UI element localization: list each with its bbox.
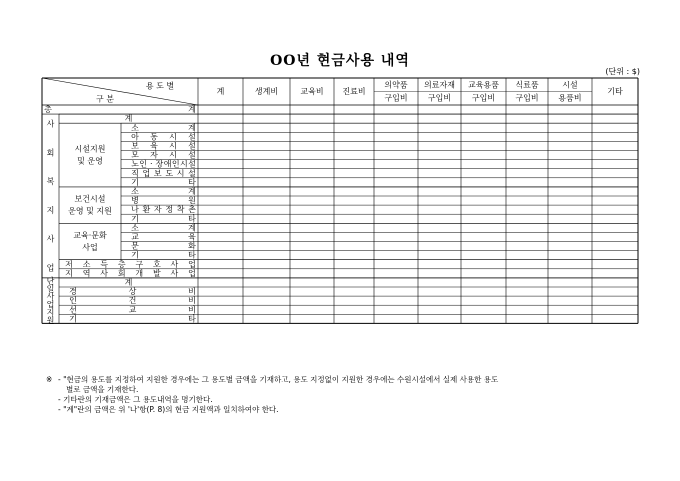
single-support-row: 계 <box>124 277 133 287</box>
group-row: 인 <box>139 159 148 169</box>
note-line-1: - "현금의 용도를 지정하여 지원한 경우에는 그 용도별 금액을 기재하고, 용도 지정없이 지원한 경우에는 수원시설에서 실제 사용한 용도 <box>58 375 499 384</box>
group-row: 착 <box>176 205 185 215</box>
group-row: 타 <box>188 250 196 260</box>
group-row: 촌 <box>188 205 196 215</box>
group-row: 시 <box>169 150 177 160</box>
group-row: 설 <box>188 132 196 142</box>
group-row: 설 <box>188 141 196 151</box>
single-support-row: 건 <box>128 296 137 306</box>
regional-dev-row: 업 <box>188 268 196 278</box>
group-row: 소 <box>131 123 139 133</box>
group-row: 시 <box>176 168 185 178</box>
group-row: 시 <box>169 141 177 151</box>
group-row: 계 <box>188 123 196 133</box>
header-usage-label: 용 도 별 <box>145 81 175 91</box>
single-support-row: 기 <box>69 314 77 324</box>
column-header: 용품비 <box>558 93 582 103</box>
single-support-row: 경 <box>69 287 77 297</box>
unit-label: (단위 : $) <box>605 67 640 76</box>
single-support-vertical-label: 업 <box>46 300 55 310</box>
welfare-vertical-label: 지 <box>46 205 55 215</box>
group-row: 설 <box>188 159 196 169</box>
income-support-row: 득 <box>100 259 109 269</box>
welfare-vertical-label: 사 <box>46 119 55 129</box>
note-mark: ※ <box>46 375 53 384</box>
group-row: 타 <box>188 214 196 224</box>
single-support-vertical-label: 사 <box>46 292 55 302</box>
group-row: 보 <box>153 168 162 178</box>
group-row: 도 <box>165 168 174 178</box>
group-label: 보건시설 <box>74 194 106 204</box>
income-support-row: 층 <box>117 259 126 269</box>
welfare-vertical-label: 복 <box>46 177 55 187</box>
single-support-vertical-label: 단 <box>46 276 55 286</box>
total-row: 총 <box>44 105 52 115</box>
group-row: 보 <box>131 141 139 151</box>
regional-dev-row: 사 <box>100 268 109 278</box>
column-header: 의약품 <box>384 80 408 90</box>
single-support-row: 비 <box>188 296 196 306</box>
single-support-row: 교 <box>128 305 137 315</box>
welfare-vertical-label: 회 <box>46 148 55 158</box>
group-label: 운영 및 지원 <box>68 206 112 216</box>
group-row: 노 <box>131 159 139 169</box>
group-row: 소 <box>131 186 139 196</box>
group-row: 계 <box>188 223 196 233</box>
group-row: 장 <box>155 159 164 169</box>
regional-dev-row: 지 <box>65 268 73 278</box>
header-diagonal <box>42 78 198 105</box>
group-row: 직 <box>131 168 139 178</box>
single-support-vertical-label: 지 <box>46 308 55 317</box>
regional-dev-row: 개 <box>135 268 144 278</box>
group-row: 기 <box>131 177 139 187</box>
single-support-vertical-label: 일 <box>46 284 55 294</box>
regional-dev-row: 사 <box>170 268 179 278</box>
income-support-row: 업 <box>188 259 196 269</box>
group-row: 모 <box>131 150 139 160</box>
group-label: 시설지원 <box>74 144 106 154</box>
total-row: 계 <box>188 105 196 115</box>
group-row: 화 <box>188 241 196 251</box>
group-row: 육 <box>188 232 196 242</box>
group-row: 병 <box>131 196 139 206</box>
document-title: OO년 현금사용 내역 <box>270 53 410 69</box>
single-support-row: 인 <box>69 296 77 306</box>
group-row: 타 <box>188 177 196 187</box>
column-header: 의료자재 <box>424 80 455 90</box>
regional-dev-row: 발 <box>152 268 161 278</box>
notes <box>46 375 658 415</box>
group-row: 동 <box>150 132 158 142</box>
income-support-row: 구 <box>135 259 144 269</box>
column-header: 식료품 <box>515 80 539 90</box>
group-row: 애 <box>163 159 172 169</box>
column-header: 진료비 <box>342 87 366 96</box>
income-support-row: 호 <box>152 259 161 269</box>
group-row: 설 <box>188 150 196 160</box>
regional-dev-row: 역 <box>82 268 91 278</box>
group-row: · <box>150 159 153 169</box>
group-row: 인 <box>171 159 180 169</box>
group-row: 원 <box>188 196 196 206</box>
group-row: 소 <box>131 223 139 233</box>
income-support-row: 소 <box>82 259 91 269</box>
group-label: 및 운영 <box>77 156 103 166</box>
group-row: 자 <box>153 205 162 215</box>
column-header: 구입비 <box>427 93 452 103</box>
group-row: 시 <box>169 132 177 142</box>
single-support-row: 비 <box>188 305 196 315</box>
single-support-row: 상 <box>128 287 137 297</box>
group-row: 자 <box>150 150 158 160</box>
group-row: 나 <box>131 205 139 215</box>
income-support-row: 저 <box>65 259 73 269</box>
header-category-label: 구 분 <box>96 94 114 104</box>
column-header: 구입비 <box>384 93 408 103</box>
income-support-row: 사 <box>170 259 179 269</box>
note-line-2: 별로 금액을 기재한다. <box>66 385 139 394</box>
group-row: 교 <box>131 232 139 242</box>
group-row: 문 <box>131 241 139 251</box>
column-header: 교육비 <box>300 87 324 96</box>
group-row: 시 <box>179 159 188 169</box>
single-support-row: 비 <box>188 287 196 297</box>
single-support-row: 선 <box>69 305 77 315</box>
welfare-vertical-label: 사 <box>46 234 55 244</box>
column-header: 계 <box>216 87 225 96</box>
column-header: 시설 <box>562 80 578 90</box>
note-line-3: - 기타란의 기재금액은 그 용도내역을 명기한다. <box>58 395 213 404</box>
group-row: 기 <box>131 250 139 260</box>
column-header: 교육용품 <box>468 80 499 90</box>
group-label: 사업 <box>82 243 98 252</box>
group-label: 교육·문화 <box>73 231 107 240</box>
group-row: 기 <box>131 214 139 224</box>
subtotal-row: 계 <box>124 114 133 124</box>
group-row: 육 <box>150 141 158 151</box>
column-header: 구입비 <box>471 93 496 103</box>
group-row: 업 <box>142 168 151 178</box>
welfare-vertical-label: 업 <box>46 263 55 273</box>
group-row: 계 <box>188 186 196 196</box>
group-row: 설 <box>188 168 196 178</box>
single-support-vertical-label: 원 <box>46 315 55 325</box>
single-support-row: 타 <box>188 314 196 324</box>
group-row: 정 <box>165 205 174 215</box>
column-header: 구입비 <box>515 93 539 103</box>
column-header: 생계비 <box>254 87 279 96</box>
regional-dev-row: 회 <box>117 268 126 278</box>
group-row: 환 <box>142 205 151 215</box>
column-header: 기타 <box>607 87 623 96</box>
group-row: 아 <box>131 132 139 142</box>
note-line-4: - "계"란의 금액은 위 '나'항(P. 8)의 현금 지원액과 일치하여야 한다. <box>58 405 279 414</box>
